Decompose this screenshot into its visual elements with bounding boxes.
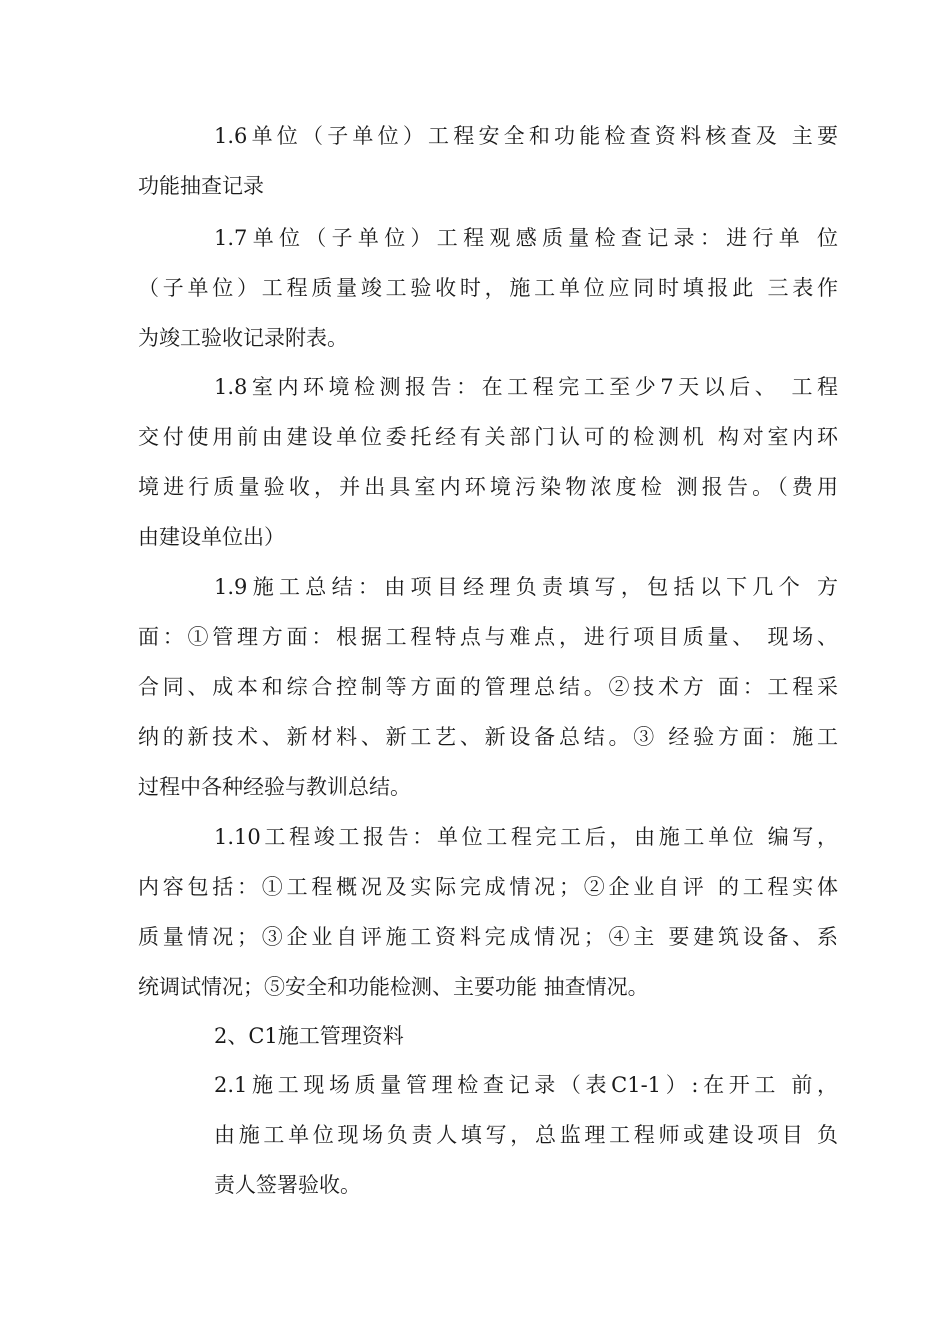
paragraph-1-7 — [138, 213, 838, 363]
text-line: 2、C1施工管理资料 — [214, 1024, 404, 1048]
text-line: 责人签署验收。 — [214, 1173, 361, 1197]
paragraph-1-6 — [138, 111, 838, 211]
text-line: 1.6单位（子单位）工程安全和功能检查资料核查及 主要 — [214, 124, 838, 148]
text-line: 2.1施工现场质量管理检查记录（表C1-1）:在开工 前， — [214, 1073, 838, 1097]
text-line: 由建设单位出） — [138, 525, 285, 549]
text-line: 功能抽查记录 — [138, 174, 264, 198]
text-line: 1.9施工总结：由项目经理负责填写，包括以下几个 方 — [214, 575, 838, 599]
text-line: 1.10工程竣工报告：单位工程完工后，由施工单位 编写， — [214, 825, 838, 849]
paragraph-1-8 — [138, 362, 838, 562]
text-line: 交付使用前由建设单位委托经有关部门认可的检测机 构对室内环 — [138, 425, 838, 449]
paragraph-1-10 — [138, 812, 838, 1012]
text-line: （子单位）工程质量竣工验收时，施工单位应同时填报此 三表作 — [138, 276, 838, 300]
text-line: 过程中各种经验与教训总结。 — [138, 775, 411, 799]
text-line: 境进行质量验收，并出具室内环境污染物浓度检 测报告。（费用 — [138, 475, 838, 499]
text-line: 统调试情况；⑤安全和功能检测、主要功能 抽查情况。 — [138, 975, 649, 999]
text-line: 为竣工验收记录附表。 — [138, 326, 348, 350]
text-line: 合同、成本和综合控制等方面的管理总结。②技术方 面：工程采 — [138, 675, 838, 699]
text-line: 1.7单位（子单位）工程观感质量检查记录：进行单 位 — [214, 226, 838, 250]
text-line: 内容包括：①工程概况及实际完成情况；②企业自评 的工程实体 — [138, 875, 838, 899]
text-line: 质量情况；③企业自评施工资料完成情况；④主 要建筑设备、系 — [138, 925, 838, 949]
text-line: 面：①管理方面：根据工程特点与难点，进行项目质量、 现场、 — [138, 625, 838, 649]
paragraph-1-9 — [138, 562, 838, 812]
text-line: 1.8室内环境检测报告：在工程完工至少7天以后、 工程 — [214, 375, 838, 399]
text-line: 由施工单位现场负责人填写，总监理工程师或建设项目 负 — [214, 1123, 838, 1147]
text-line: 纳的新技术、新材料、新工艺、新设备总结。③ 经验方面：施工 — [138, 725, 838, 749]
section-heading-2 — [138, 1011, 838, 1061]
paragraph-2-1 — [138, 1060, 838, 1210]
